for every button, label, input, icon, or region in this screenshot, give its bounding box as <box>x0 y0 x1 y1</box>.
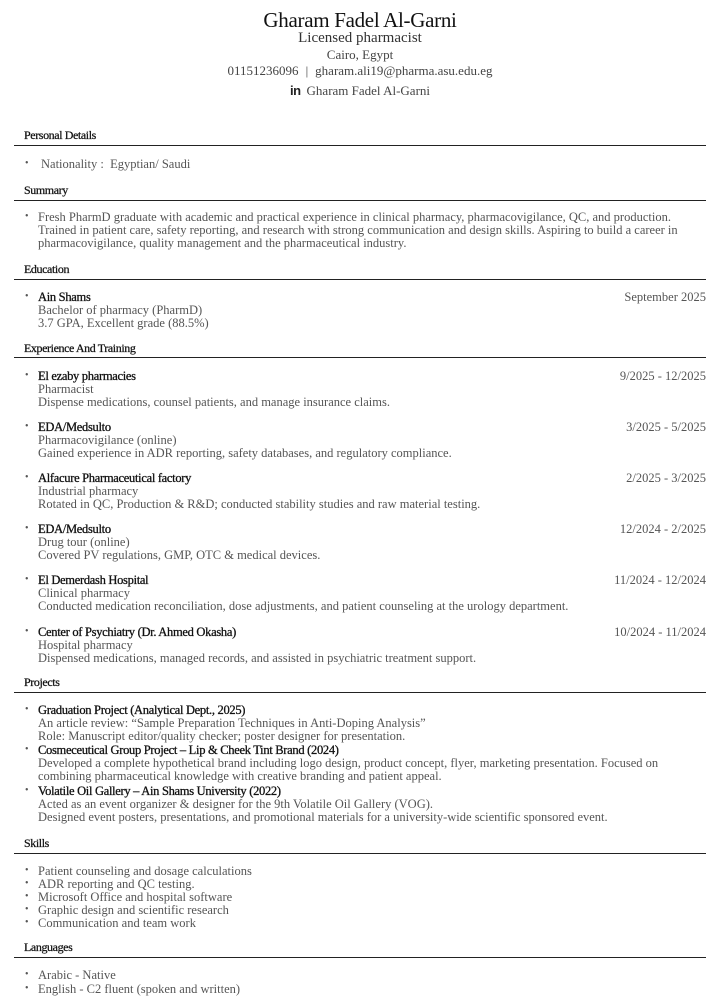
experience-date: 11/2024 - 12/2024 <box>614 573 706 587</box>
experience-date: 12/2024 - 2/2025 <box>619 522 706 536</box>
bullet-icon: • <box>25 626 29 637</box>
project-title: Cosmeceutical Group Project – Lip & Cheek Tint Brand (2024) <box>38 743 339 757</box>
experience-desc: Rotated in QC, Production & R&D; conducted stability studies and raw material testing. <box>38 497 481 511</box>
section-heading-personal-details: Personal Details <box>24 128 96 142</box>
project-line: Designed event posters, presentations, and promotional materials for a university-wide scientific sponsored event. <box>38 810 608 824</box>
experience-role: Pharmacist <box>38 382 94 396</box>
project-line: Role: Manuscript editor/quality checker; poster designer for presentation. <box>38 729 406 743</box>
bullet-icon: • <box>25 891 29 902</box>
nationality-label: Nationality : <box>41 157 104 171</box>
bullet-icon: • <box>25 472 29 483</box>
experience-role: Drug tour (online) <box>38 535 130 549</box>
email-link[interactable]: gharam.ali19@pharma.asu.edu.eg <box>315 63 493 78</box>
contact-line <box>0 63 720 78</box>
project-title: Volatile Oil Gallery – Ain Shams University (2022) <box>38 784 281 798</box>
bullet-icon: • <box>25 370 29 381</box>
experience-entry <box>38 523 706 562</box>
section-divider <box>14 200 706 201</box>
bullet-icon: • <box>25 744 29 755</box>
education-entry <box>38 291 706 330</box>
experience-org: Center of Psychiatry (Dr. Ahmed Okasha) <box>38 625 236 639</box>
skill-item: Microsoft Office and hospital software <box>38 890 233 904</box>
education-degree: Bachelor of pharmacy (PharmD) <box>38 303 203 317</box>
summary-line: Fresh PharmD graduate with academic and practical experience in clinical pharmacy, pharmacovigilance, QC, and production. <box>38 210 671 224</box>
project-entry <box>38 704 706 743</box>
section-heading-summary: Summary <box>24 183 68 197</box>
candidate-title: Licensed pharmacist <box>298 30 422 46</box>
experience-org: EDA/Medsulto <box>38 420 111 434</box>
bullet-icon: • <box>25 523 29 534</box>
skill-item: Patient counseling and dosage calculations <box>38 864 252 878</box>
bullet-icon: • <box>25 865 29 876</box>
section-divider <box>14 357 706 358</box>
summary-line: pharmacovigilance, quality management and the pharmaceutical industry. <box>38 236 407 250</box>
experience-date: 2/2025 - 3/2025 <box>626 471 706 485</box>
experience-desc: Conducted medication reconciliation, dose adjustments, and patient counseling at the urology department. <box>38 599 569 613</box>
experience-entry <box>38 574 706 613</box>
bullet-icon: • <box>25 158 29 169</box>
experience-desc: Dispensed medications, managed records, and assisted in psychiatric treatment support. <box>38 651 477 665</box>
experience-desc: Dispense medications, counsel patients, and manage insurance claims. <box>38 395 390 409</box>
bullet-icon: • <box>25 421 29 432</box>
section-divider <box>14 957 706 958</box>
experience-entry <box>38 421 706 460</box>
experience-desc: Covered PV regulations, GMP, OTC & medical devices. <box>38 548 321 562</box>
project-line: An article review: “Sample Preparation Techniques in Anti-Doping Analysis” <box>38 716 426 730</box>
project-entry <box>38 785 706 824</box>
section-divider <box>14 279 706 280</box>
language-item: Arabic - Native <box>38 968 116 982</box>
section-divider <box>14 145 706 146</box>
bullet-icon: • <box>25 785 29 796</box>
experience-role: Industrial pharmacy <box>38 484 139 498</box>
section-heading-projects: Projects <box>24 675 60 689</box>
linkedin-icon: in <box>289 83 301 98</box>
skill-item: Graphic design and scientific research <box>38 903 229 917</box>
experience-entry <box>38 472 706 511</box>
section-heading-skills: Skills <box>24 836 49 850</box>
project-line: Developed a complete hypothetical brand including logo design, product concept, flyer, marketing presentation. Focused on <box>38 756 659 770</box>
bullet-icon: • <box>25 878 29 889</box>
experience-org: El Demerdash Hospital <box>38 573 149 587</box>
experience-entry <box>38 370 706 409</box>
nationality-value: Egyptian/ Saudi <box>110 157 191 171</box>
experience-desc: Gained experience in ADR reporting, safety databases, and regulatory compliance. <box>38 446 452 460</box>
skill-item: ADR reporting and QC testing. <box>38 877 195 891</box>
experience-org: Alfacure Pharmaceutical factory <box>38 471 192 485</box>
section-heading-languages: Languages <box>24 940 73 954</box>
linkedin-name[interactable]: Gharam Fadel Al-Garni <box>306 83 431 98</box>
summary-line: Trained in patient care, safety reporting, and research with strong communication and design skills. Aspiring to build a career in <box>38 223 678 237</box>
candidate-location: Cairo, Egypt <box>326 47 394 62</box>
section-heading-experience: Experience And Training <box>24 341 136 355</box>
bullet-icon: • <box>25 904 29 915</box>
experience-org: EDA/Medsulto <box>38 522 111 536</box>
bullet-icon: • <box>25 917 29 928</box>
education-grade: 3.7 GPA, Excellent grade (88.5%) <box>38 316 209 330</box>
experience-org: El ezaby pharmacies <box>38 369 136 383</box>
experience-date: 3/2025 - 5/2025 <box>626 420 706 434</box>
project-line: combining pharmaceutical knowledge with creative branding and patient appeal. <box>38 769 442 783</box>
candidate-name: Gharam Fadel Al-Garni <box>263 8 457 32</box>
education-institution: Ain Shams <box>38 290 91 304</box>
project-entry <box>38 744 706 783</box>
project-line: Acted as an event organizer & designer for the 9th Volatile Oil Gallery (VOG). <box>38 797 434 811</box>
bullet-icon: • <box>25 704 29 715</box>
skill-item: Communication and team work <box>38 916 196 930</box>
language-item: English - C2 fluent (spoken and written) <box>38 982 241 996</box>
phone-number[interactable]: 01151236096 <box>227 63 299 78</box>
section-divider <box>14 853 706 854</box>
project-title: Graduation Project (Analytical Dept., 2025) <box>38 703 246 717</box>
experience-role: Clinical pharmacy <box>38 586 130 600</box>
contact-separator: | <box>305 63 309 78</box>
nationality-row <box>41 158 190 171</box>
experience-date: 10/2024 - 11/2024 <box>614 625 706 639</box>
bullet-icon: • <box>25 574 29 585</box>
bullet-icon: • <box>25 291 29 302</box>
section-divider <box>14 692 706 693</box>
education-date: September 2025 <box>624 290 706 304</box>
section-heading-education: Education <box>24 262 70 276</box>
experience-entry <box>38 626 706 665</box>
experience-date: 9/2025 - 12/2025 <box>619 369 706 383</box>
experience-role: Hospital pharmacy <box>38 638 133 652</box>
bullet-icon: • <box>25 983 29 994</box>
summary-text <box>38 211 706 250</box>
bullet-icon: • <box>25 211 29 222</box>
bullet-icon: • <box>25 969 29 980</box>
linkedin-link[interactable] <box>0 83 720 98</box>
experience-role: Pharmacovigilance (online) <box>38 433 177 447</box>
